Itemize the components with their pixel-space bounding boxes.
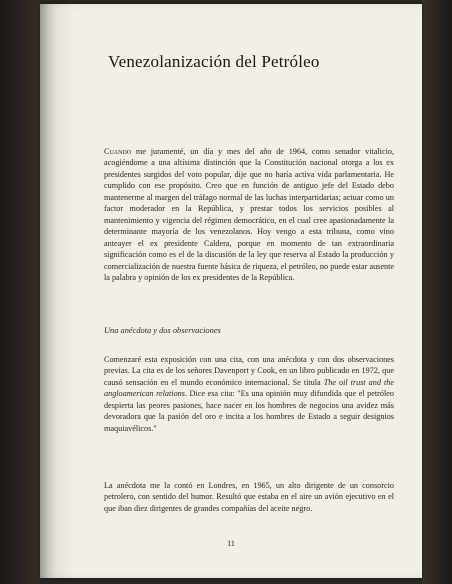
chapter-title: Venezolanización del Petróleo: [108, 52, 320, 71]
paragraph-2-part-1: Comenzaré esta exposición con una cita, con una anécdota y con dos observaciones previas. La cita es de los señores Davenport y Cook, en un libro publicado en 1972, que causó sensación en el mundo económico internacional. Se titula: [104, 355, 394, 387]
paragraph-3: La anécdota me la contó en Londres, en 1965, un alto dirigente de un consorcio petrolero, con sentido del humor. Resultó que estaba en el aire un avión ejecutivo en el que iban diez dirigentes de grandes compañías del aceite negro.: [104, 481, 394, 513]
paragraph-1: [104, 146, 394, 283]
background-left: [0, 0, 40, 584]
paragraph-1-text: me juramenté, un día y mes del año de 1964, como senador vitalicio, acogiéndome a una altísima distinción que la Constitución nacional otorga a los ex presidentes surgidos del voto popular, dije que no haría activa vida parlamentaria. He cumplido con ese propósito. Creo que en función de antiguo jefe del Estado debo mantenerme al margen del tráfago normal de las luchas interpartidarias; actuar como un factor moderador en la República, y prestar todos los servicios posibles al mantenimiento y vigencia del régimen democrático, en el cual cree apasionadamente la determinante mayoría de los venezolanos. Hoy vengo a esta tribuna, como vino anteayer el ex presidente Caldera, porque en momento de tan extraordinaria significación como es el de la discusión de la ley que reserva al Estado la producción y comercialización de nuestra fuente básica de riqueza, el petróleo, no puede estar ausente la palabra y opinión de los ex presidentes de la República.: [104, 147, 394, 282]
paragraph-2-part-2: . Dice esa cita: "Es una opinión muy difundida que el petróleo despierta las peores pasiones, hace nacer en los hombres de negocios una avidez más devoradora que la pasión del oro e incita a los hombres de Estado a seguir designios maquiavélicos.": [104, 389, 394, 433]
subheading: Una anécdota y dos observaciones: [104, 326, 221, 335]
book-page: [40, 4, 422, 578]
book-title: The oil trust and the angloamerican relations: [104, 377, 394, 399]
paragraph-1-lead: Cuando: [104, 147, 132, 156]
page-number: 11: [227, 539, 235, 548]
background-right: [422, 0, 452, 584]
page-gutter-shadow: [40, 4, 74, 578]
paragraph-2: [104, 354, 394, 434]
